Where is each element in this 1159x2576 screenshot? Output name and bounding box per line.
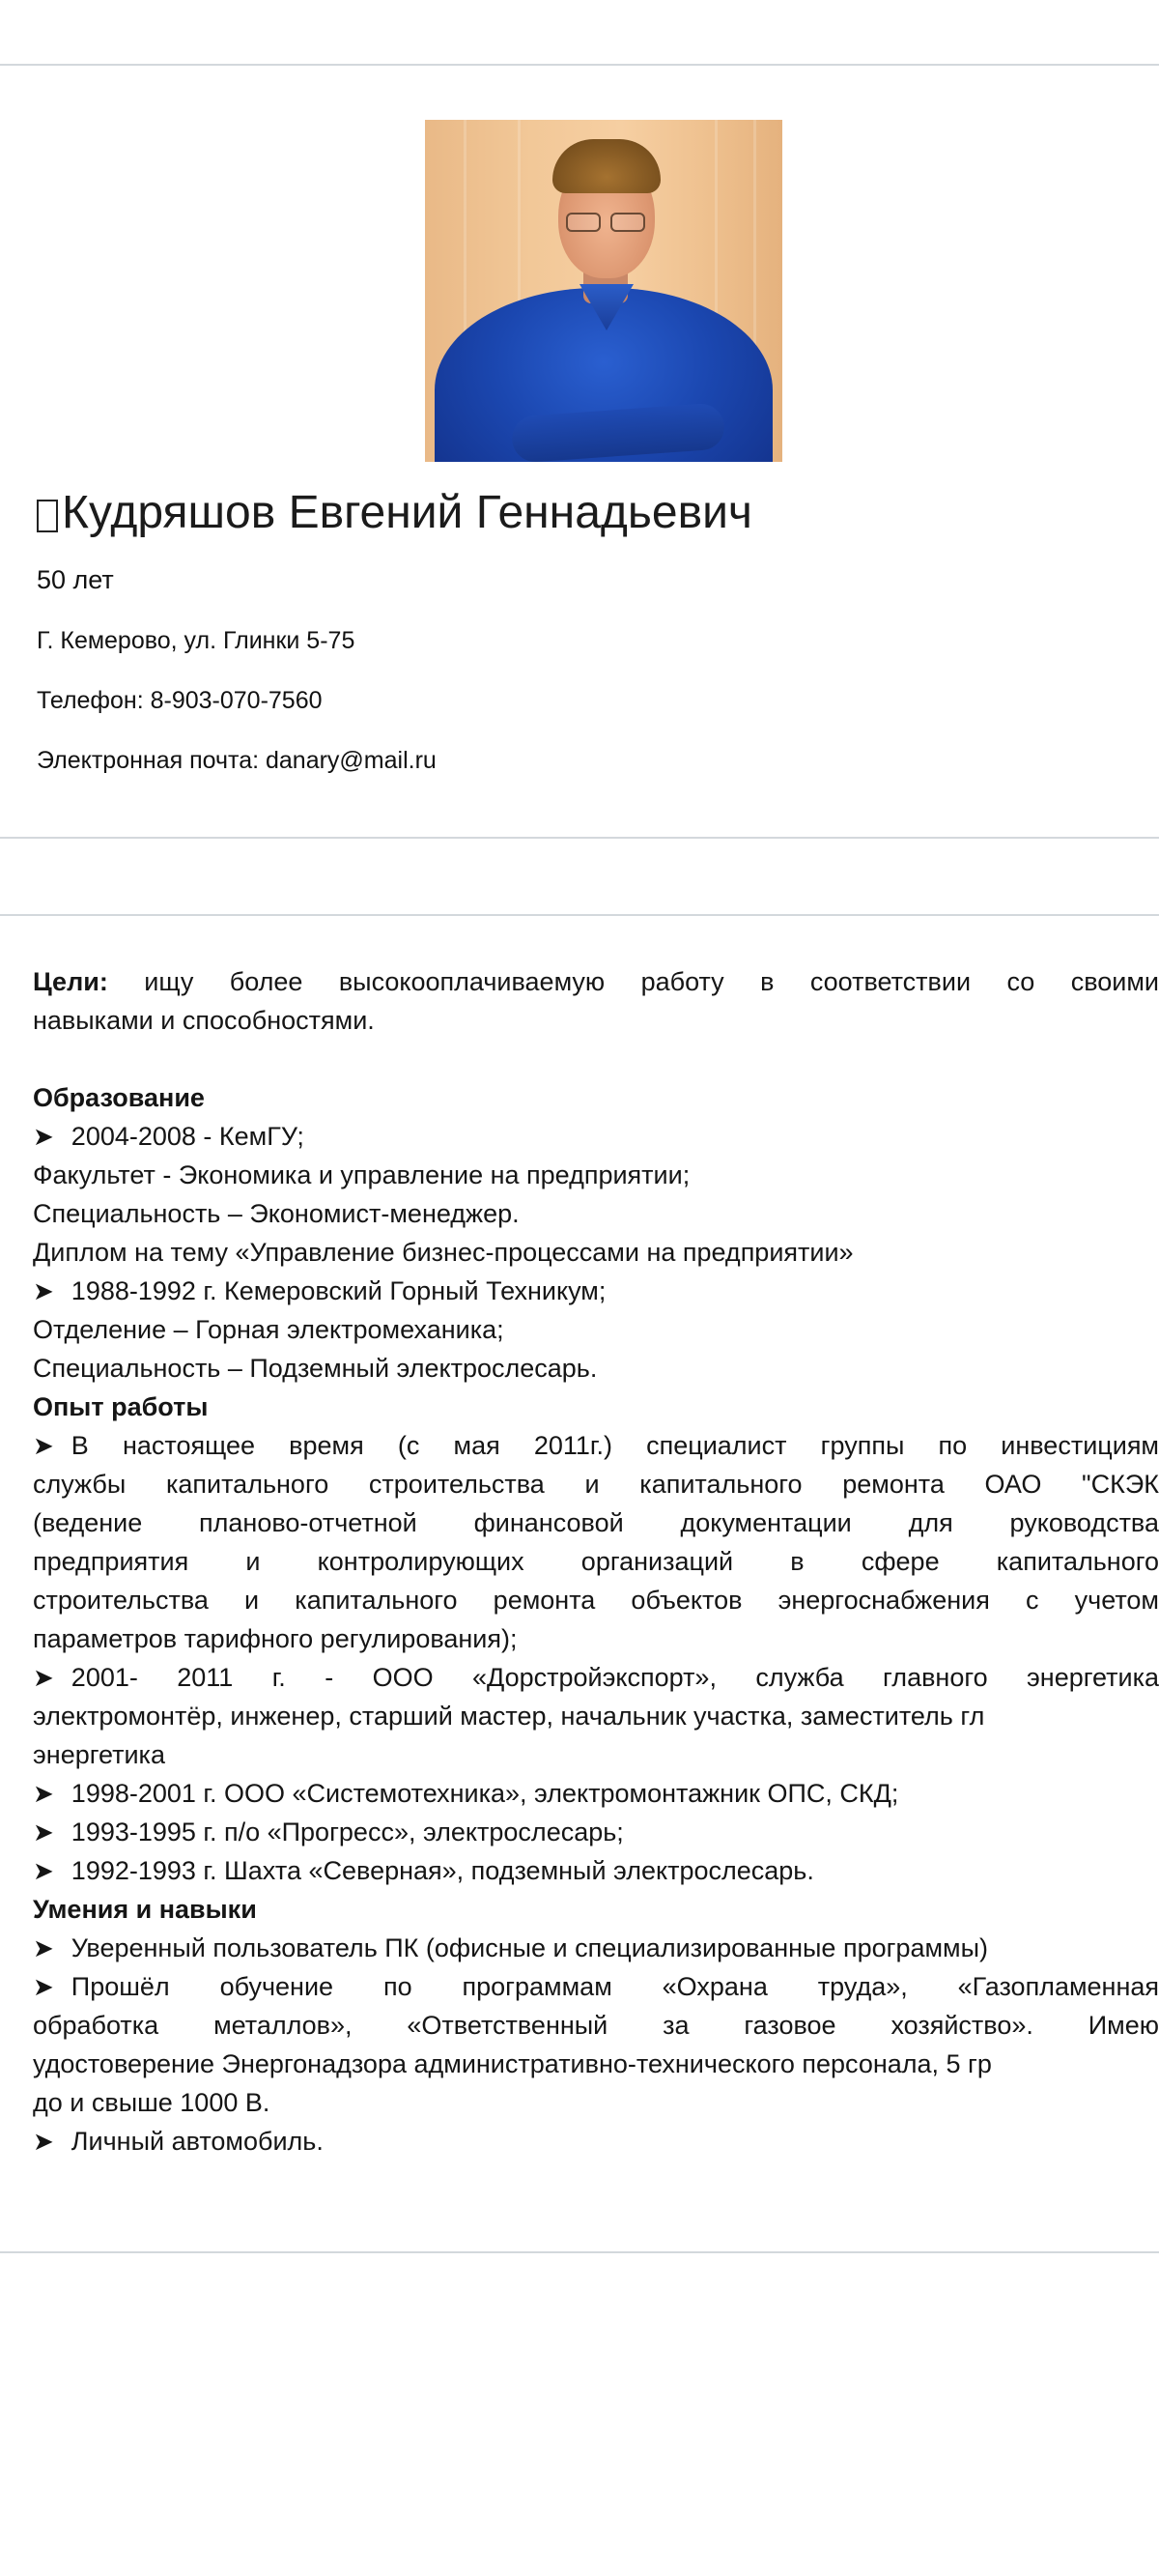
education-line: Факультет - Экономика и управление на предприятии; bbox=[33, 1160, 691, 1189]
experience-item: ➤ 2001- 2011 г. - ООО «Дорстройэкспорт», служба главного энергетика bbox=[33, 1663, 1159, 1692]
education-heading: Образование bbox=[33, 1083, 205, 1112]
skills-heading: Умения и навыки bbox=[33, 1895, 257, 1924]
education-line: Специальность – Подземный электрослесарь. bbox=[33, 1354, 598, 1383]
missing-glyph-icon bbox=[37, 500, 58, 532]
education-line: Диплом на тему «Управление бизнес-процессами на предприятии» bbox=[33, 1238, 854, 1267]
experience-line: строительства и капитального ремонта объектов энергоснабжения с учетом bbox=[33, 1586, 1159, 1615]
bullet-arrow-icon: ➤ bbox=[33, 2127, 54, 2156]
experience-item: ➤ 1998-2001 г. ООО «Системотехника», электромонтажник ОПС, СКД; bbox=[33, 1779, 899, 1808]
resume-divider-bottom bbox=[0, 2251, 1159, 2253]
goal-line: навыками и способностями. bbox=[33, 1006, 375, 1035]
experience-line: предприятия и контролирующих организаций в сфере капитального bbox=[33, 1547, 1159, 1576]
profile-address: Г. Кемерово, ул. Глинки 5-75 bbox=[37, 627, 355, 654]
profile-age: 50 лет bbox=[37, 565, 114, 594]
skills-line: до и свыше 1000 В. bbox=[33, 2088, 270, 2117]
goal-line: Цели: ищу более высокооплачиваемую работу в соответствии со своими bbox=[33, 967, 1159, 996]
resume-body bbox=[33, 962, 1159, 2161]
skills-line: удостоверение Энергонадзора административно-технического персонала, 5 гр bbox=[33, 2049, 992, 2078]
skills-line: обработка металлов», «Ответственный за газовое хозяйство». Имею bbox=[33, 2011, 1159, 2040]
experience-line: (ведение планово-отчетной финансовой документации для руководства bbox=[33, 1508, 1159, 1537]
bullet-arrow-icon: ➤ bbox=[33, 1276, 54, 1305]
experience-line: параметров тарифного регулирования); bbox=[33, 1624, 518, 1653]
skills-item: ➤ Личный автомобиль. bbox=[33, 2127, 324, 2156]
top-divider bbox=[0, 64, 1159, 66]
profile-email: Электронная почта: danary@mail.ru bbox=[37, 747, 437, 774]
bullet-arrow-icon: ➤ bbox=[33, 1431, 54, 1460]
bullet-arrow-icon: ➤ bbox=[33, 1779, 54, 1808]
profile-photo bbox=[425, 120, 782, 462]
experience-item: ➤ 1992-1993 г. Шахта «Северная», подземный электрослесарь. bbox=[33, 1856, 814, 1885]
education-item: ➤ 2004-2008 - КемГУ; bbox=[33, 1122, 304, 1151]
resume-divider-top bbox=[0, 914, 1159, 916]
experience-line: службы капитального строительства и капитального ремонта ОАО "СКЭК bbox=[33, 1470, 1159, 1499]
bullet-arrow-icon: ➤ bbox=[33, 1933, 54, 1962]
skills-item: ➤ Прошёл обучение по программам «Охрана труда», «Газопламенная bbox=[33, 1972, 1159, 2001]
experience-item: ➤ 1993-1995 г. п/о «Прогресс», электрослесарь; bbox=[33, 1818, 624, 1846]
profile-phone: Телефон: 8-903-070-7560 bbox=[37, 687, 323, 714]
profile-divider-bottom bbox=[0, 837, 1159, 839]
experience-heading: Опыт работы bbox=[33, 1392, 209, 1421]
bullet-arrow-icon: ➤ bbox=[33, 1122, 54, 1151]
education-item: ➤ 1988-1992 г. Кемеровский Горный Техникум; bbox=[33, 1276, 607, 1305]
bullet-arrow-icon: ➤ bbox=[33, 1818, 54, 1846]
experience-line: электромонтёр, инженер, старший мастер, начальник участка, заместитель гл bbox=[33, 1702, 985, 1731]
experience-line: энергетика bbox=[33, 1740, 165, 1769]
bullet-arrow-icon: ➤ bbox=[33, 1972, 54, 2001]
bullet-arrow-icon: ➤ bbox=[33, 1856, 54, 1885]
profile-name: Кудряшов Евгений Геннадьевич bbox=[37, 483, 1128, 543]
skills-item: ➤ Уверенный пользователь ПК (офисные и специализированные программы) bbox=[33, 1933, 989, 1962]
education-line: Специальность – Экономист-менеджер. bbox=[33, 1199, 520, 1228]
education-line: Отделение – Горная электромеханика; bbox=[33, 1315, 504, 1344]
experience-item: ➤ В настоящее время (с мая 2011г.) специалист группы по инвестициям bbox=[33, 1431, 1159, 1460]
bullet-arrow-icon: ➤ bbox=[33, 1663, 54, 1692]
